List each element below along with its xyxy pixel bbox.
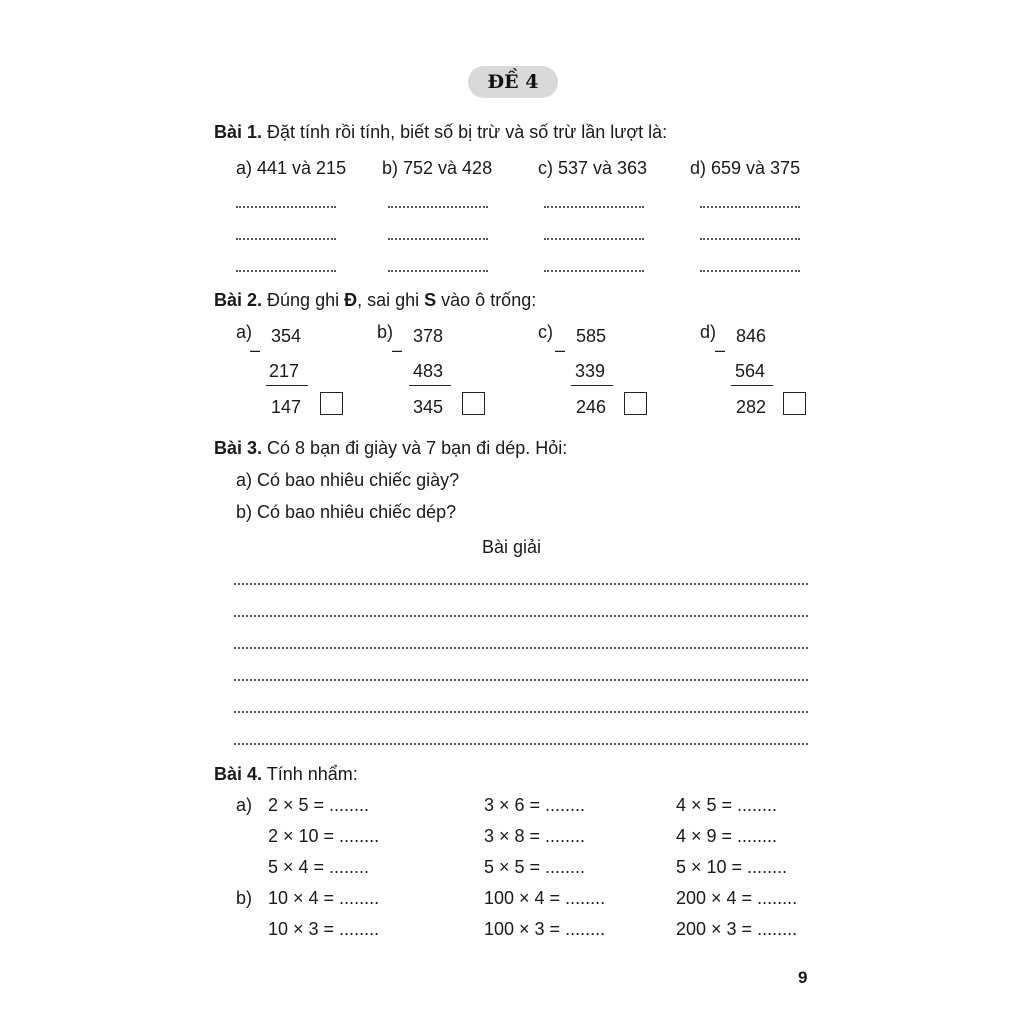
problem-letter: a) (236, 322, 253, 342)
calc-item: 5 × 4 = ........ (268, 857, 370, 877)
calc-item: 100 × 4 = ........ (484, 888, 606, 908)
answer-line[interactable] (544, 206, 644, 208)
minuend: 585 (576, 326, 607, 346)
bai2-s-letter: S (424, 290, 437, 310)
calc-item: 10 × 4 = ........ (268, 888, 380, 908)
calc-item: 10 × 3 = ........ (268, 919, 380, 939)
minus-sign: – (250, 340, 261, 360)
subtrahend: 339 (575, 361, 606, 381)
bai1-item-a: a) 441 và 215 (236, 158, 347, 178)
answer-box[interactable] (320, 392, 343, 415)
exam-title: ĐỀ 4 (468, 66, 558, 98)
calc-item: 4 × 5 = ........ (676, 795, 778, 815)
calc-item: 2 × 10 = ........ (268, 826, 380, 846)
bai1-label: Bài 1. (214, 122, 263, 142)
result: 246 (576, 397, 607, 417)
minuend: 846 (736, 326, 767, 346)
solution-line[interactable] (234, 711, 808, 713)
bai1-item-c: c) 537 và 363 (538, 158, 648, 178)
page-number: 9 (798, 968, 808, 987)
calc-item: 4 × 9 = ........ (676, 826, 778, 846)
bai2-text: , sai ghi (357, 290, 425, 310)
result: 147 (271, 397, 302, 417)
calc-item: 200 × 3 = ........ (676, 919, 798, 939)
bai1-item-b: b) 752 và 428 (382, 158, 493, 178)
bai2-heading (214, 290, 536, 311)
bai3-label: Bài 3. (214, 438, 263, 458)
answer-line[interactable] (388, 206, 488, 208)
solution-line[interactable] (234, 743, 808, 745)
solution-line[interactable] (234, 583, 808, 585)
answer-box[interactable] (783, 392, 806, 415)
minuend: 378 (413, 326, 444, 346)
bai4-label: Bài 4. (214, 764, 263, 784)
bai2-d-letter: Đ (344, 290, 358, 310)
answer-line[interactable] (388, 270, 488, 272)
bai1-item-d: d) 659 và 375 (690, 158, 801, 178)
calc-item: 3 × 6 = ........ (484, 795, 586, 815)
calc-item: 5 × 10 = ........ (676, 857, 788, 877)
solution-line[interactable] (234, 615, 808, 617)
calc-item: 200 × 4 = ........ (676, 888, 798, 908)
bai3-question-b: b) Có bao nhiêu chiếc dép? (236, 502, 457, 522)
subtrahend: 564 (735, 361, 766, 381)
solution-line[interactable] (234, 647, 808, 649)
minuend: 354 (271, 326, 302, 346)
minus-sign: – (555, 340, 566, 360)
bai3-solution-heading: Bài giải (482, 537, 542, 557)
sum-line (266, 385, 308, 386)
calc-item: 100 × 3 = ........ (484, 919, 606, 939)
bai4-part-a-label: a) (236, 795, 253, 815)
calc-item: 2 × 5 = ........ (268, 795, 370, 815)
sum-line (571, 385, 613, 386)
answer-line[interactable] (700, 238, 800, 240)
sum-line (731, 385, 773, 386)
answer-line[interactable] (236, 270, 336, 272)
answer-line[interactable] (700, 206, 800, 208)
problem-letter: b) (377, 322, 394, 342)
bai2-text: vào ô trống: (436, 290, 537, 310)
bai4-text: Tính nhẩm: (262, 764, 358, 784)
solution-line[interactable] (234, 679, 808, 681)
bai2-text: Đúng ghi (262, 290, 345, 310)
answer-box[interactable] (462, 392, 485, 415)
problem-letter: d) (700, 322, 717, 342)
bai3-text: Có 8 bạn đi giày và 7 bạn đi dép. Hỏi: (262, 438, 568, 458)
answer-line[interactable] (544, 270, 644, 272)
sum-line (409, 385, 451, 386)
calc-item: 5 × 5 = ........ (484, 857, 586, 877)
problem-letter: c) (538, 322, 553, 342)
subtrahend: 483 (413, 361, 444, 381)
calc-item: 3 × 8 = ........ (484, 826, 586, 846)
bai4-heading (214, 764, 358, 785)
result: 345 (413, 397, 444, 417)
answer-line[interactable] (388, 238, 488, 240)
result: 282 (736, 397, 767, 417)
bai1-heading (214, 122, 667, 143)
answer-line[interactable] (236, 206, 336, 208)
subtrahend: 217 (269, 361, 300, 381)
answer-box[interactable] (624, 392, 647, 415)
bai2-label: Bài 2. (214, 290, 263, 310)
minus-sign: – (392, 340, 403, 360)
minus-sign: – (715, 340, 726, 360)
answer-line[interactable] (236, 238, 336, 240)
bai1-text: Đặt tính rồi tính, biết số bị trừ và số trừ lần lượt là: (262, 122, 668, 142)
answer-line[interactable] (544, 238, 644, 240)
answer-line[interactable] (700, 270, 800, 272)
bai4-part-b-label: b) (236, 888, 253, 908)
bai3-question-a: a) Có bao nhiêu chiếc giày? (236, 470, 460, 490)
bai3-heading (214, 438, 567, 459)
